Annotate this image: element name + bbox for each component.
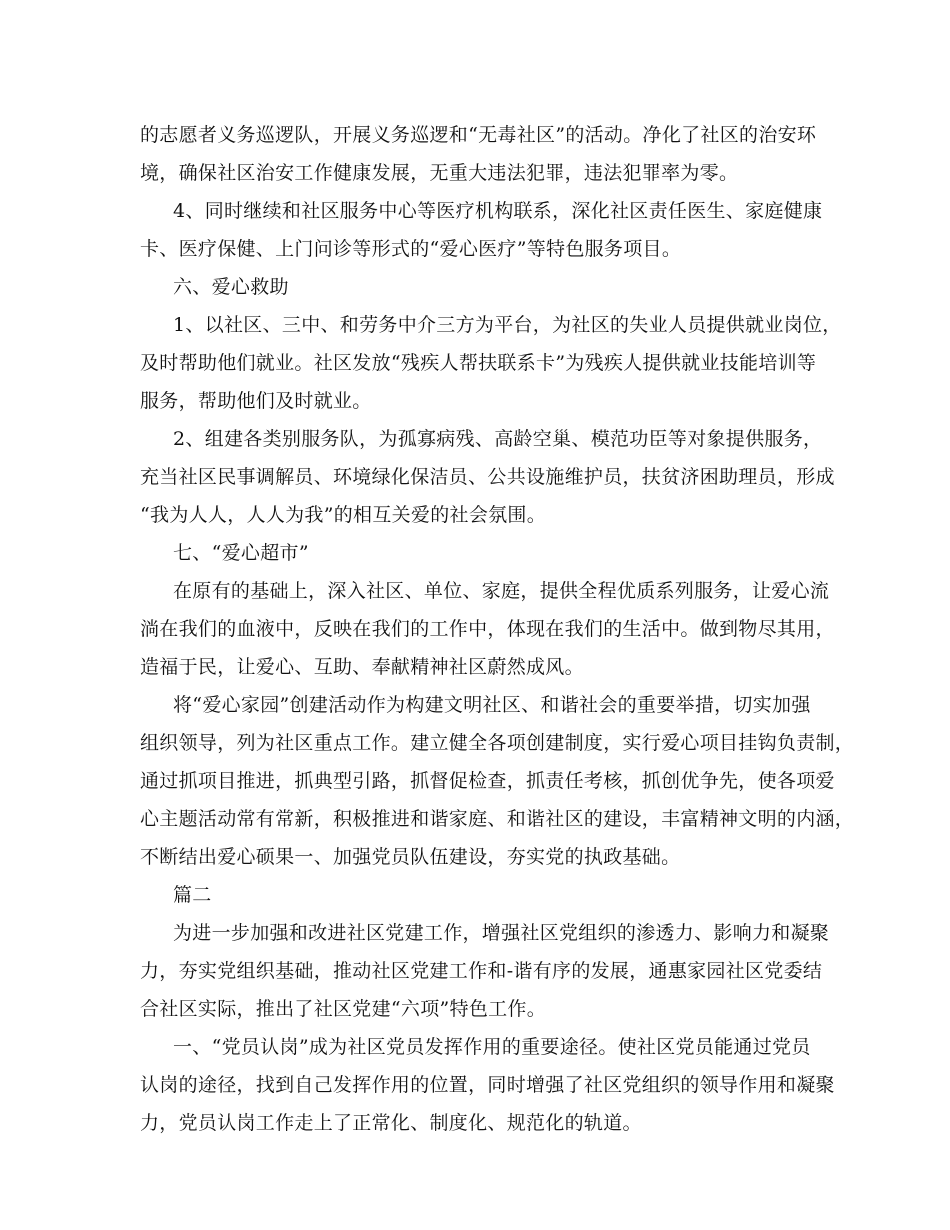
text-line: 淌在我们的血液中，反映在我们的工作中，体现在我们的生活中。做到物尽其用， bbox=[140, 618, 835, 640]
text-line: 在原有的基础上，深入社区、单位、家庭，提供全程优质系列服务，让爱心流 bbox=[173, 580, 830, 602]
text-line: 通过抓项目推进，抓典型引路，抓督促检查，抓责任考核，抓创优争先，使各项爱 bbox=[140, 770, 835, 792]
text-line: 认岗的途径，找到自己发挥作用的位置，同时增强了社区党组织的领导作用和凝聚 bbox=[140, 1074, 835, 1096]
text-line: 不断结出爱心硕果一、加强党员队伍建设，夯实党的执政基础。 bbox=[140, 846, 681, 868]
text-line: 1、以社区、三中、和劳务中介三方为平台，为社区的失业人员提供就业岗位， bbox=[173, 314, 842, 336]
text-line: 卡、医疗保健、上门问诊等形式的“爱心医疗”等特色服务项目。 bbox=[140, 238, 682, 260]
text-line: 六、爱心救助 bbox=[173, 276, 289, 298]
text-line: 合社区实际，推出了社区党建“六项”特色工作。 bbox=[140, 998, 547, 1020]
text-line: 心主题活动常有常新，积极推进和谐家庭、和谐社区的建设，丰富精神文明的内涵， bbox=[140, 808, 855, 830]
text-line: 力，夯实党组织基础，推动社区党建工作和-谐有序的发展，通惠家园社区党委结 bbox=[140, 960, 823, 982]
text-line: 造福于民，让爱心、互助、奉献精神社区蔚然成风。 bbox=[140, 656, 584, 678]
document-body bbox=[140, 116, 855, 1142]
text-line: 力，党员认岗工作走上了正常化、制度化、规范化的轨道。 bbox=[140, 1112, 642, 1134]
text-line: 将“爱心家园”创建活动作为构建文明社区、和谐社会的重要举措，切实加强 bbox=[173, 694, 811, 716]
text-line: 2、组建各类别服务队，为孤寡病残、高龄空巢、模范功臣等对象提供服务， bbox=[173, 428, 823, 450]
text-line: 4、同时继续和社区服务中心等医疗机构联系，深化社区责任医生、家庭健康 bbox=[173, 200, 823, 222]
text-line: 服务，帮助他们及时就业。 bbox=[140, 390, 372, 412]
text-line: 七、“爱心超市” bbox=[173, 542, 309, 564]
text-line: 的志愿者义务巡逻队，开展义务巡逻和“无毒社区”的活动。净化了社区的治安环 bbox=[140, 124, 817, 146]
text-line: 境，确保社区治安工作健康发展，无重大违法犯罪，违法犯罪率为零。 bbox=[140, 162, 739, 184]
text-line: 及时帮助他们就业。社区发放“残疾人帮扶联系卡”为残疾人提供就业技能培训等 bbox=[140, 352, 817, 374]
text-line: 篇二 bbox=[173, 884, 212, 906]
text-line: “我为人人，人人为我”的相互关爱的社会氛围。 bbox=[140, 504, 547, 526]
text-line: 充当社区民事调解员、环境绿化保洁员、公共设施维护员，扶贫济困助理员，形成 bbox=[140, 466, 835, 488]
text-line: 为进一步加强和改进社区党建工作，增强社区党组织的渗透力、影响力和凝聚 bbox=[173, 922, 830, 944]
text-line: 组织领导，列为社区重点工作。建立健全各项创建制度，实行爱心项目挂钩负责制， bbox=[140, 732, 855, 754]
text-line: 一、“党员认岗”成为社区党员发挥作用的重要途径。使社区党员能通过党员 bbox=[173, 1036, 811, 1058]
